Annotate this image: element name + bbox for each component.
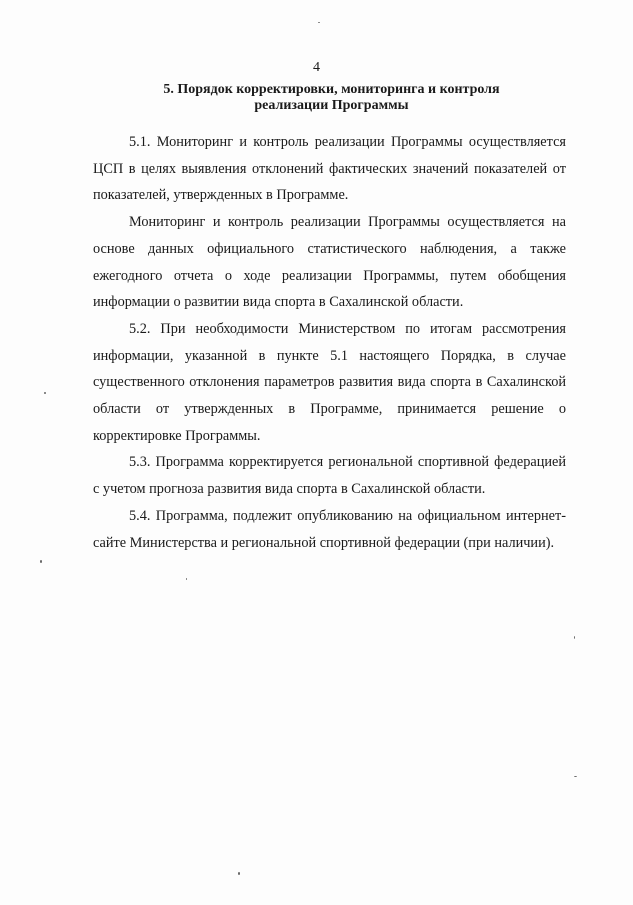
scan-speck xyxy=(186,578,187,580)
paragraph-monitoring-basis: Мониторинг и контроль реализации Программы осуществляется на основе данных официального статистического наблюдения, а также ежегодного отчета о ходе реализации Программы, путем обобщения информации о развитии вида спорта в Сахалинской области. xyxy=(93,214,566,311)
scan-speck xyxy=(40,560,42,563)
section-title xyxy=(60,82,603,114)
section-title-line-2: реализации Программы xyxy=(254,98,409,113)
scan-speck xyxy=(574,636,575,639)
paragraph-5-4: 5.4. Программа, подлежит опубликованию на официальном интернет-сайте Министерства и региональной спортивной федерации (при наличии). xyxy=(93,507,566,551)
scan-speck xyxy=(44,392,46,394)
scan-speck xyxy=(318,22,320,23)
page-number: 4 xyxy=(313,60,320,75)
paragraph-5-3: 5.3. Программа корректируется региональной спортивной федерацией с учетом прогноза развития вида спорта в Сахалинской области. xyxy=(93,454,566,498)
scan-speck xyxy=(238,872,240,875)
paragraph-5-2: 5.2. При необходимости Министерством по итогам рассмотрения информации, указанной в пункте 5.1 настоящего Порядка, в случае существенного отклонения параметров развития вида спорта в Сахалинской области от утвержденных в Программе, принимается решение о корректировке Программы. xyxy=(93,320,566,444)
scan-speck xyxy=(574,776,577,777)
paragraph-5-1: 5.1. Мониторинг и контроль реализации Программы осуществляется ЦСП в целях выявления отклонений фактических значений показателей от показателей, утвержденных в Программе. xyxy=(93,134,566,204)
section-body xyxy=(93,129,566,556)
section-title-line-1: 5. Порядок корректировки, мониторинга и контроля xyxy=(163,82,500,97)
